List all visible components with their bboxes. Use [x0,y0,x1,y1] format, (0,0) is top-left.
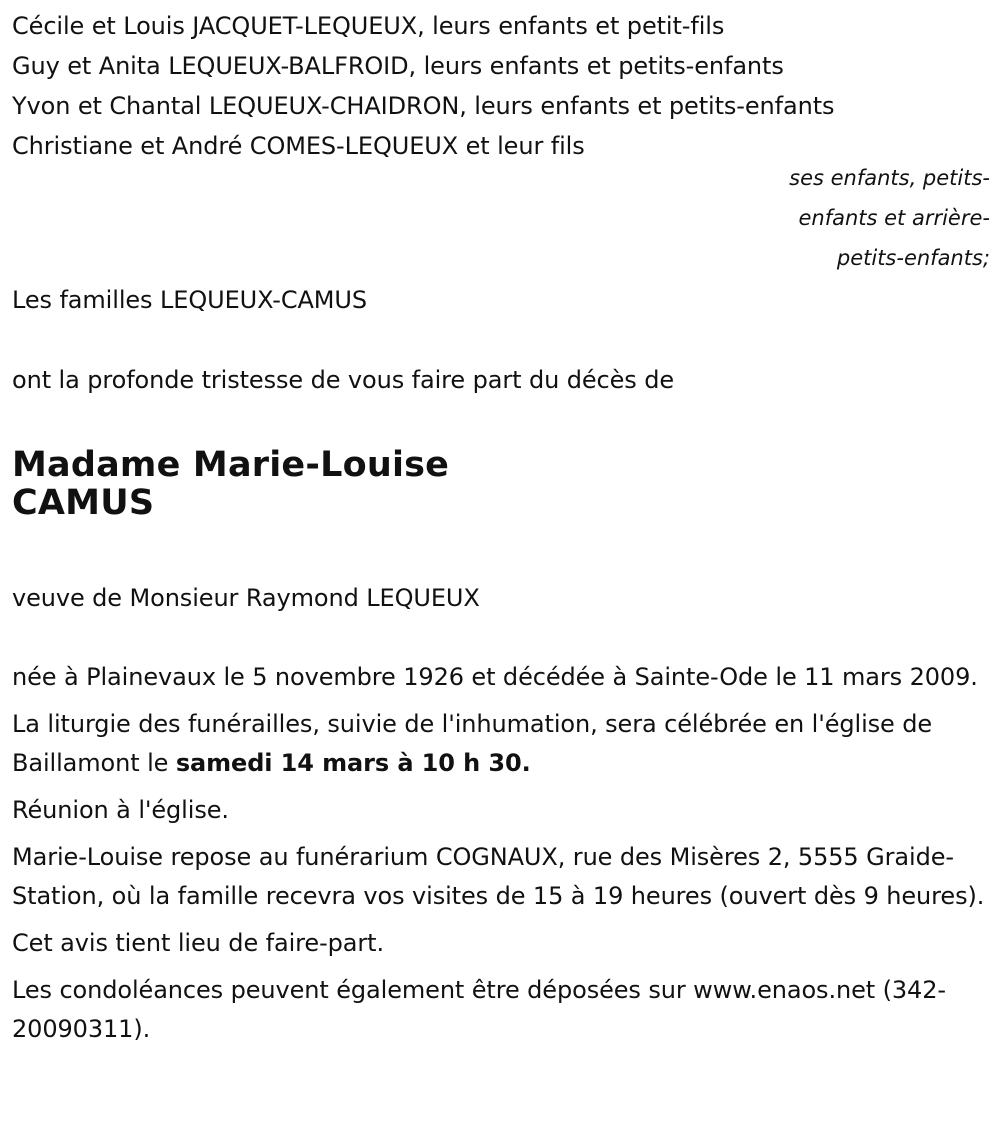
liturgy-date: samedi 14 mars à 10 h 30. [175,749,531,777]
widow-of-line: veuve de Monsieur Raymond LEQUEUX [12,584,480,612]
birth-death-paragraph: née à Plainevaux le 5 novembre 1926 et décédée à Sainte-Ode le 11 mars 2009. [12,663,978,691]
notice-paragraph: Cet avis tient lieu de faire-part. [12,929,384,957]
family-line-3: Yvon et Chantal LEQUEUX-CHAIDRON, leurs enfants et petits-enfants [12,92,835,120]
family-summary [12,158,990,278]
funerarium-paragraph: Marie-Louise repose au funérarium COGNAUX, rue des Misères 2, 5555 Graide-Station, où la famille recevra vos visites de 15 à 19 heures (ouvert dès 9 heures). [12,843,985,910]
family-summary-line-2: enfants et arrière- [798,206,990,230]
family-summary-line-1: ses enfants, petits- [789,166,990,190]
liturgy-paragraph [12,705,990,783]
family-line-2: Guy et Anita LEQUEUX-BALFROID, leurs enfants et petits-enfants [12,52,784,80]
family-line-4: Christiane et André COMES-LEQUEUX et leur fils [12,132,585,160]
deceased-name-line-1: Madame Marie-Louise [12,445,450,485]
obituary-notice [12,6,990,1049]
other-family-line: Les familles LEQUEUX-CAMUS [12,286,367,314]
deceased-name [12,446,990,522]
family-summary-line-3: petits-enfants; [836,246,990,270]
meeting-paragraph: Réunion à l'église. [12,796,229,824]
deceased-name-line-2: CAMUS [12,483,155,523]
announcement-intro: ont la profonde tristesse de vous faire part du décès de [12,366,675,394]
condolences-paragraph: Les condoléances peuvent également être déposées sur www.enaos.net (342-20090311). [12,976,946,1043]
family-line-1: Cécile et Louis JACQUET-LEQUEUX, leurs enfants et petit-fils [12,12,725,40]
liturgy-text: La liturgie des funérailles, suivie de l'inhumation, sera célébrée en l'église de Baillamont le [12,710,933,777]
